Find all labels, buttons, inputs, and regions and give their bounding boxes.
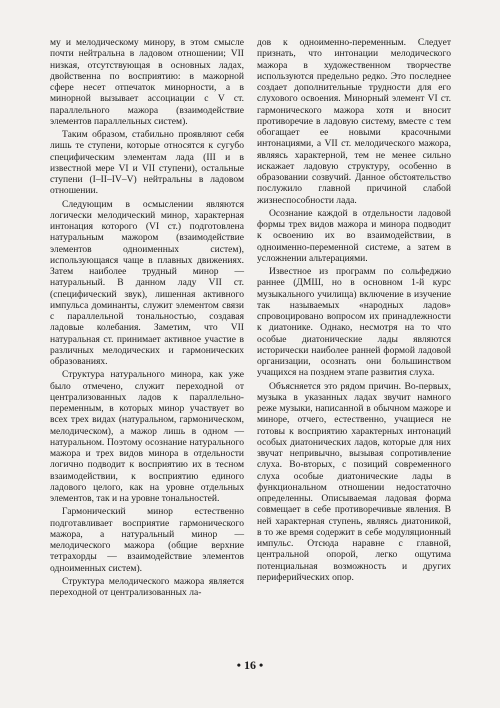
paragraph: Структура натурального минора, как уже было отмечено, служит переходной от централизованных ладов к параллельно-переменным, в которых минор участвует во всех трех видах (натуральном, гармоническом, мелодическом), а мажор лишь в одном — натуральном. Поэтому осознание натурального мажора и трех видов минора в отдельности логично подводит к восприятию их в тесном взаимодействии, к восприятию единого ладового целого, как на уровне отдельных элементов, так и на уровне тональностей. [50,369,244,504]
right-text-column [257,37,451,585]
paragraph: Объясняется это рядом причин. Во-первых, музыка в указанных ладах звучит намного реже музыки, написанной в обычном мажоре и миноре, отчего, естественно, учащиеся не готовы к восприятию характерных интонаций особых диатонических ладов, которые для них звучат непривычно, вызывая сопротивление слуха. Во-вторых, с позиций современного слуха особые диатонические лады в функциональном отношении недостаточно определенны. Описываемая ладовая форма совмещает в себе противоречивые явления. В ней характерная ступень, являясь диатоникой, в то же время содержит в себе модуляционный импульс. Отсюда наравне с главной, центральной опорой, легко ощутима потенциальная возможность и других периферийческих опор. [257,380,451,583]
left-text-column [50,37,244,600]
paragraph: Известное из программ по сольфеджио раннее (ДМШ, но в основном 1-й курс музыкального училища) включение в изучение так называемых «народных ладов» спровоцировано вопросом их принадлежности к диатонике. Однако, несмотря на то что особые диатонические лады являются исторически наиболее ранней формой ладовой организации, осознать они большинством учащихся на позднем этапе развития слуха. [257,266,451,379]
paragraph: Таким образом, стабильно проявляют себя лишь те ступени, которые относятся к сугубо специфическим элементам лада (III и в известной мере VI и VII ступени), остальные ступени (I–II–IV–V) нейтральны в ладовом отношении. [50,129,244,197]
paragraph: Гармонический минор естественно подготавливает восприятие гармонического мажора, а натуральный минор — мелодического мажора (общие верхние тетрахорды — взаимодействие элементов одноименных систем). [50,506,244,574]
page-number: • 16 • [236,658,264,672]
paragraph: дов к одноименно-переменным. Следует признать, что интонации мелодического мажора в художественном творчестве используются предельно редко. Это последнее создает дополнительные трудности для его слухового освоения. Минорный элемент VI ст. гармонического мажора хотя и вносит противоречие в ладовую систему, вместе с тем обогащает ее новыми красочными интонациями, а VII ст. мелодического мажора, являясь характерной, тем не менее сильно искажает ладовую структуру, особенно в образовании созвучий. Данное обстоятельство послужило главной причиной слабой жизнеспособности лада. [257,37,451,206]
paragraph: Осознание каждой в отдельности ладовой формы трех видов мажора и минора подводит к освоению их во взаимодействии, в одноименно-переменной системе, а затем в усложнении альтерациями. [257,207,451,264]
paragraph: Следующим в осмыслении являются логически мелодический минор, характерная интонация которого (VI ст.) подготовлена натуральным мажором (взаимодействие элементов одноименных систем), использующаяся чаще в плавных движениях. Затем наиболее трудный минор — натуральный. В данном ладу VII ст. (специфический звук), лишенная активного импульса доминанты, служит элементом связи с параллельной тональностью, создавая ладовые колебания. Заметим, что VII натуральная ст. принимает активное участие в различных мелодических и гармонических образованиях. [50,198,244,367]
paragraph: му и мелодическому минору, в этом смысле почти нейтральна в ладовом отношении; VII низкая, отсутствующая в основных ладах, двойственна по восприятию: в мажорной сфере несет отпечаток минорности, а в минорной вызывает ассоциации с V ст. параллельного мажора (взаимодействие элементов параллельных систем). [50,37,244,127]
paragraph: Структура мелодического мажора является переходной от централизованных ла- [50,575,244,598]
